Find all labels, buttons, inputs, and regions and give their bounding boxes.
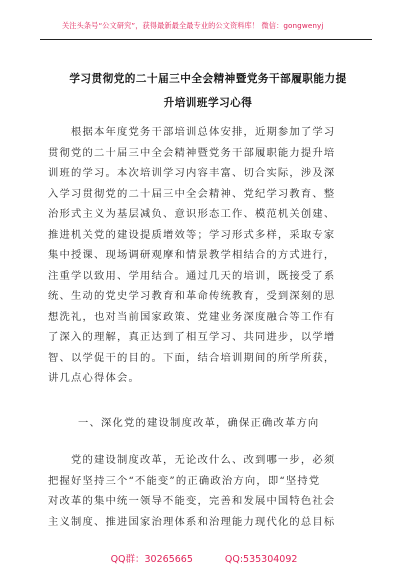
paragraph-line: 注重学以致用、学用结合。通过几天的培训，既接受了系: [48, 269, 336, 282]
paragraph-line: 集中授课、现场调研观摩和情景教学相结合的方式进行，: [48, 249, 336, 261]
paragraph-line: 推进机关党的建设提质增效等；学习形式多样，采取专家: [48, 228, 336, 241]
paragraph-line: 党的建设制度改革，无论改什么、改到哪一步，必须: [48, 454, 336, 466]
paragraph-line: 想洗礼，也对当前国家政策、党建业务深度融合等工作有: [48, 310, 336, 323]
header-divider: [40, 39, 372, 40]
paragraph-2: [48, 450, 348, 532]
paragraph-line: 主义制度、推进国家治理体系和治理能力现代化的总目标: [48, 515, 336, 528]
document-title-line-2: 升培训班学习心得: [163, 97, 253, 109]
paragraph-line: 入学习贯彻党的二十届三中全会精神、党纪学习教育、整: [48, 187, 336, 200]
section-heading-1: 一、深化党的建设制度改革，确保正确改革方向: [78, 417, 320, 429]
paragraph-line: 了深入的理解，真正达到了相互学习、共同进步，以学增: [48, 331, 336, 343]
paragraph-line: 根据本年度党务干部培训总体安排，近期参加了学习: [48, 126, 336, 138]
paragraph-line: 智、以学促干的目的。下面，结合培训期间的所学所获，: [48, 351, 336, 364]
paragraph-line: 把握好坚持三个“不能变”的正确政治方向，即“坚持党: [48, 474, 321, 487]
footer-contact: [0, 551, 408, 565]
paragraph-line: 训班的学习。本次培训学习内容丰富、切合实际，涉及深: [48, 167, 336, 179]
paragraph-line: 统、生动的党史学习教育和革命传统教育，受到深刻的思: [48, 290, 336, 302]
footer-qq-number: QQ:535304092: [224, 554, 298, 565]
footer-qq-group: QQ群：30265665: [110, 554, 193, 565]
paragraph-1: [48, 122, 348, 389]
document-title-line-1: 学习贯彻党的二十届三中全会精神暨党务干部履职能力提: [69, 73, 347, 85]
paragraph-line: 讲几点心得体会。: [48, 372, 140, 384]
paragraph-line: 贯彻党的二十届三中全会精神暨党务干部履职能力提升培: [48, 146, 336, 159]
paragraph-line: 对改革的集中统一领导不能变，完善和发展中国特色社会: [48, 495, 336, 507]
header-notice: 关注头条号“公文研究”，获得最新最全最专业的公文资料库！ 微信：gongwenyj: [62, 21, 324, 30]
paragraph-line: 治形式主义为基层减负、意识形态工作、模范机关创建、: [48, 208, 336, 220]
